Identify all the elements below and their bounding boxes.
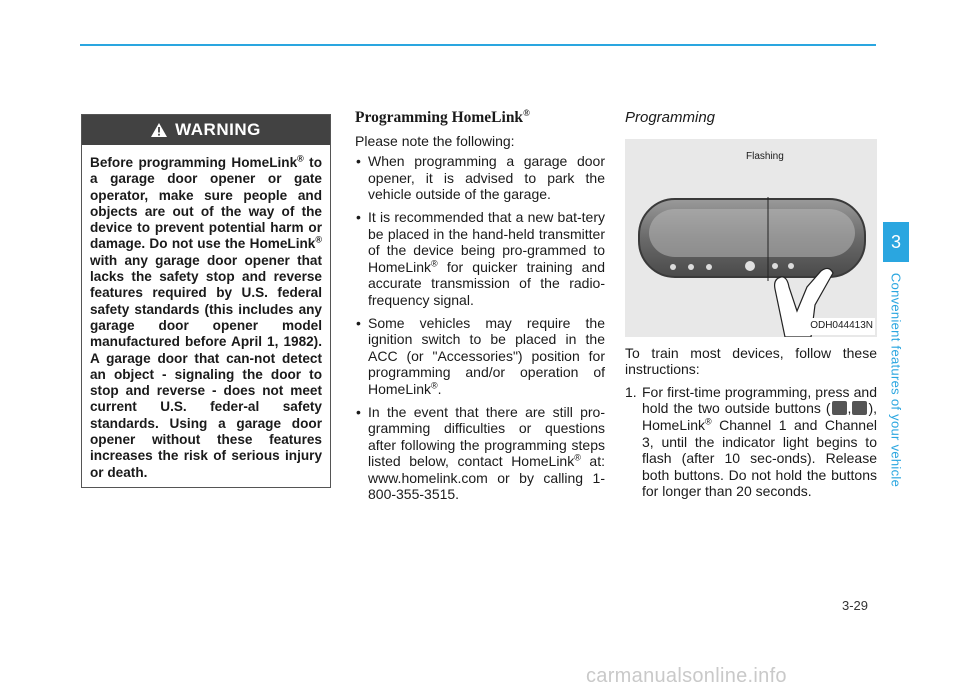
- warning-title: WARNING: [175, 120, 261, 139]
- mirror-illustration: [625, 139, 877, 337]
- page-number: 3-29: [842, 598, 869, 613]
- watermark: carmanualsonline.info: [586, 665, 787, 687]
- chapter-tab: 3: [883, 222, 909, 262]
- section-side-title: Convenient features of your vehicle: [888, 272, 904, 488]
- steps-list: [625, 384, 877, 500]
- warning-triangle-icon: [151, 123, 167, 137]
- programming-heading: Programming: [625, 109, 716, 126]
- list-item: • Some vehicles may require the ignition switch to be placed in the ACC (or "Accessories") position for programming and/or operation of HomeLink®.: [355, 315, 605, 398]
- list-item: • It is recommended that a new bat-tery be placed in the hand-held transmitter of the device being pro-grammed to HomeLink® for quicker training and accurate transmission of the radio-frequency signal.: [355, 209, 605, 309]
- notes-list: [355, 153, 605, 503]
- figure-code: ODH044413N: [808, 318, 875, 335]
- warning-header: [82, 115, 330, 145]
- top-rule: [80, 44, 876, 46]
- instructions-intro: To train most devices, follow these instructions:: [625, 344, 877, 378]
- channel-3-button-icon: [852, 401, 867, 415]
- right-column: [625, 110, 877, 500]
- intro-text: Please note the following:: [355, 132, 515, 149]
- mirror-figure: [625, 139, 877, 337]
- warning-box: [81, 114, 331, 488]
- list-item: 1. For first-time programming, press and hold the two outside buttons ( , ), HomeLink® Channel 1 and Channel 3, until the indicator light begins to flash (after 10 sec-onds). Release both buttons. Do not hold the buttons for longer than 20 seconds.: [625, 383, 877, 500]
- list-item: • When programming a garage door opener, it is advised to park the vehicle outside of the garage.: [355, 153, 605, 203]
- section-heading: Programming HomeLink®: [355, 107, 530, 126]
- channel-1-button-icon: [832, 401, 847, 415]
- list-item: • In the event that there are still pro-gramming difficulties or questions after following the programming steps listed below, contact HomeLink® at: www.homelink.com or by calling 1-800-355-3515.: [355, 404, 605, 504]
- figure-flashing-label: Flashing: [746, 150, 784, 162]
- warning-text: Before programming HomeLink® to a garage door opener or gate operator, make sure people and objects are out of the way of the device to prevent potential harm or damage. Do not use the HomeLink® with any garage door opener that lacks the safety stop and reverse features required by U.S. federal safety standards (this includes any garage door opener model manufactured before April 1, 1982). A garage door that can-not detect an object - signaling the door to stop and reverse - does not meet current U.S. feder-al safety standards. Using a garage door opener without these features increases the risk of serious injury or death.: [90, 153, 323, 480]
- middle-column: [355, 107, 605, 509]
